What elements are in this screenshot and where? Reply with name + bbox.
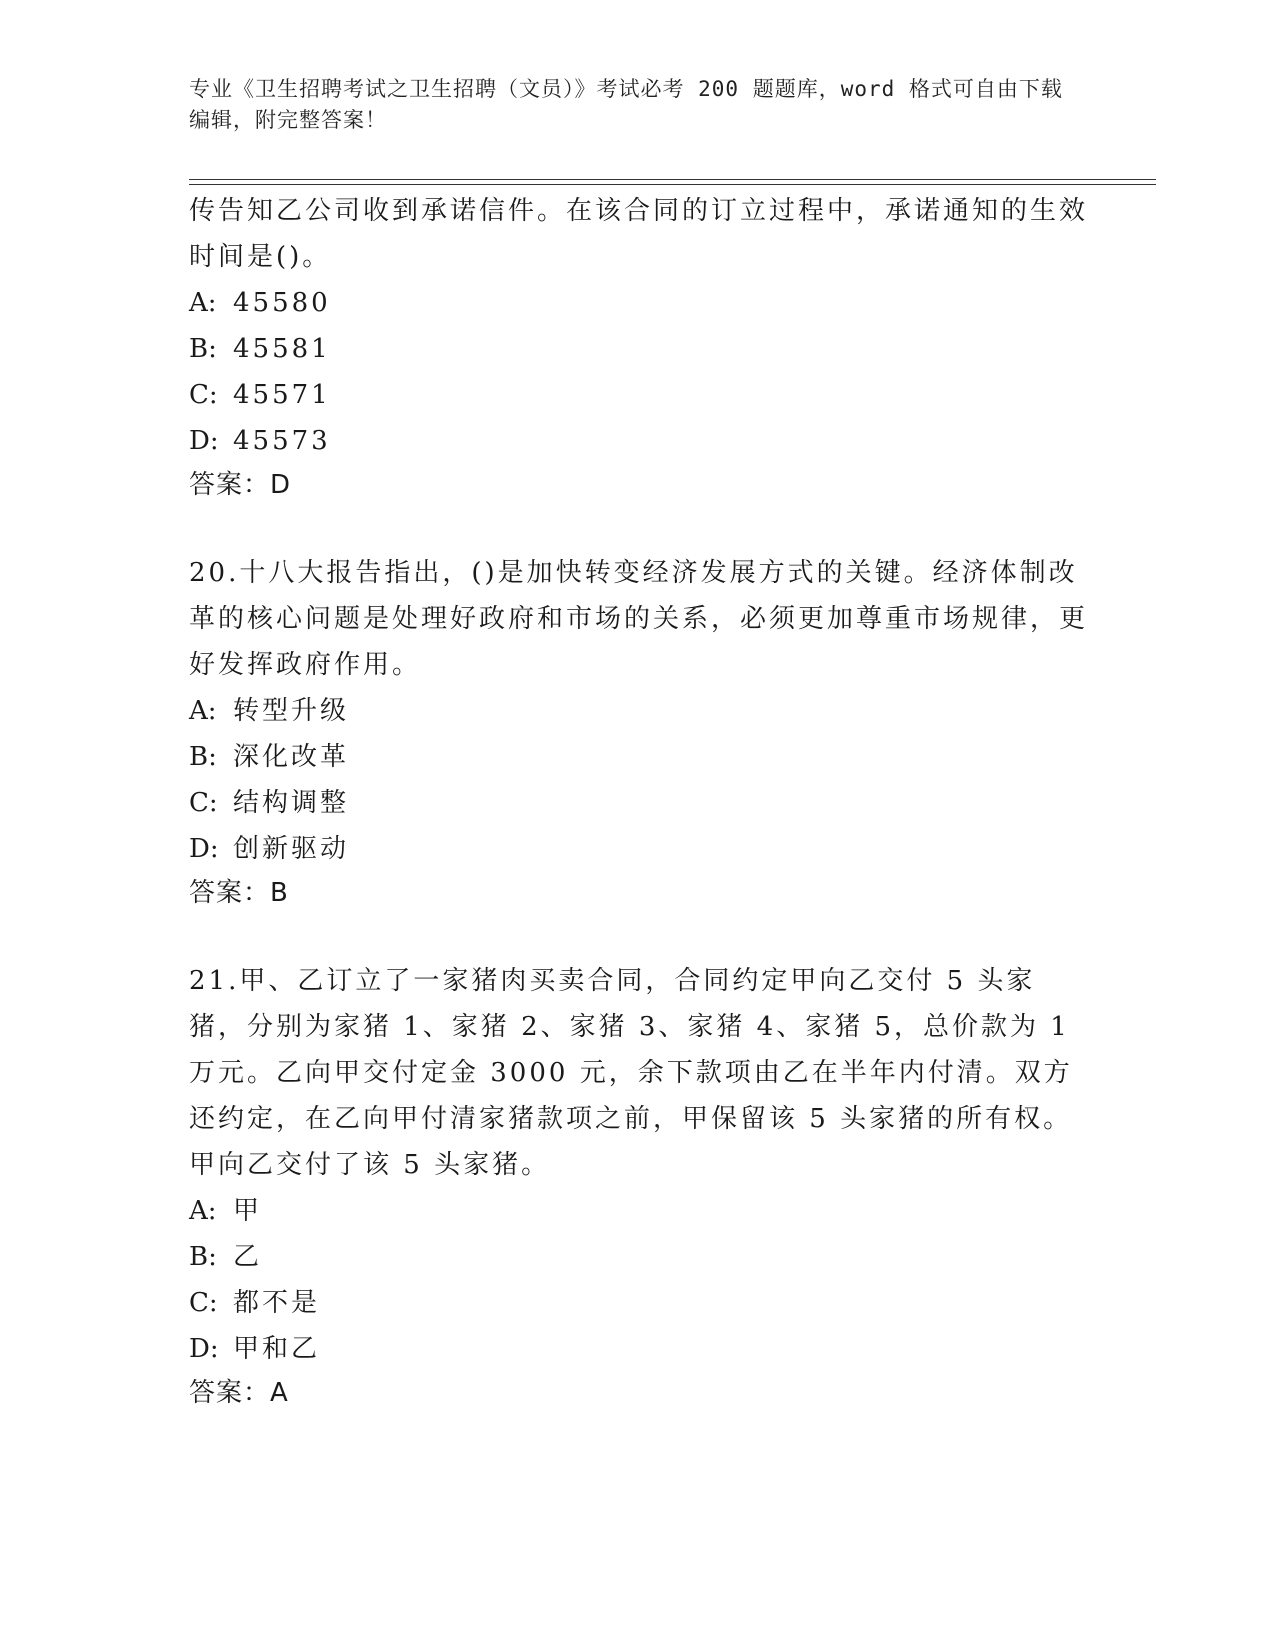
question-21 bbox=[189, 958, 1089, 1414]
option-a: A: 转型升级 bbox=[189, 696, 350, 726]
question-19 bbox=[189, 188, 1089, 506]
question-20 bbox=[189, 550, 1089, 914]
option-d: D: 甲和乙 bbox=[189, 1334, 321, 1364]
question-content bbox=[189, 188, 1089, 1414]
question-stem: 21.甲、乙订立了一家猪肉买卖合同，合同约定甲向乙交付 5 头家猪，分别为家猪 1、家猪 2、家猪 3、家猪 4、家猪 5，总价款为 1 万元。乙向甲交付定金 3000 元，余下款项由乙在半年内付清。双方还约定，在乙向甲付清家猪款项之前，甲保留该 5 头家猪的所有权。甲向乙交付了该 5 头家猪。 bbox=[189, 966, 1073, 1180]
option-c: C: 结构调整 bbox=[189, 788, 350, 818]
option-a: A: 45580 bbox=[189, 288, 331, 318]
option-a: A: 甲 bbox=[189, 1196, 263, 1226]
answer: 答案：D bbox=[189, 470, 292, 500]
header-divider-bottom bbox=[189, 184, 1156, 185]
question-stem: 20.十八大报告指出，()是加快转变经济发展方式的关键。经济体制改革的核心问题是处理好政府和市场的关系，必须更加尊重市场规律，更好发挥政府作用。 bbox=[189, 558, 1089, 680]
header-divider-top bbox=[189, 179, 1156, 180]
option-c: C: 45571 bbox=[189, 380, 331, 410]
option-b: B: 乙 bbox=[189, 1242, 263, 1272]
page-header: 专业《卫生招聘考试之卫生招聘（文员）》考试必考 200 题题库，word 格式可自由下载编辑，附完整答案！ bbox=[189, 77, 1063, 132]
answer: 答案：A bbox=[189, 1378, 289, 1408]
answer: 答案：B bbox=[189, 878, 289, 908]
option-d: D: 45573 bbox=[189, 426, 331, 456]
option-d: D: 创新驱动 bbox=[189, 834, 350, 864]
option-b: B: 45581 bbox=[189, 334, 331, 364]
option-c: C: 都不是 bbox=[189, 1288, 321, 1318]
question-stem: 传告知乙公司收到承诺信件。在该合同的订立过程中，承诺通知的生效时间是()。 bbox=[189, 196, 1089, 272]
option-b: B: 深化改革 bbox=[189, 742, 350, 772]
